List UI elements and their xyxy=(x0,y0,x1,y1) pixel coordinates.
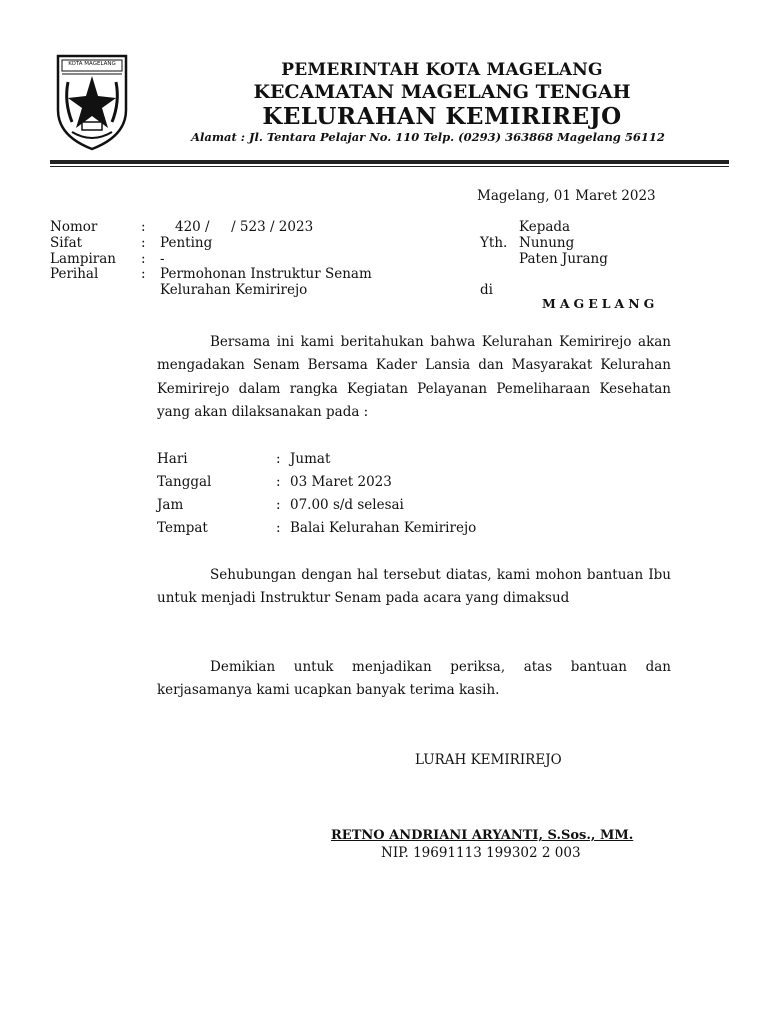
meta-colon: : xyxy=(141,251,146,267)
meta-colon: : xyxy=(141,266,146,282)
meta-value-subject-line2: Kelurahan Kemirirejo xyxy=(160,282,308,298)
addressee-yth: Yth. xyxy=(480,235,508,251)
meta-label: Nomor xyxy=(50,219,98,235)
meta-value-number: 420 / / 523 / 2023 xyxy=(175,219,314,235)
detail-label: Tanggal xyxy=(157,474,212,490)
detail-colon: : xyxy=(276,497,281,513)
meta-label: Perihal xyxy=(50,266,99,282)
meta-value-subject: Permohonan Instruktur Senam xyxy=(160,266,372,282)
addressee-name: Nunung xyxy=(519,235,575,251)
detail-value-date: 03 Maret 2023 xyxy=(290,474,392,490)
header-district: KECAMATAN MAGELANG TENGAH xyxy=(253,81,631,103)
meta-label: Lampiran xyxy=(50,251,116,267)
header-village: KELURAHAN KEMIRIREJO xyxy=(262,103,622,130)
detail-label: Jam xyxy=(157,497,184,513)
signature-nip: NIP. 19691113 199302 2 003 xyxy=(381,845,581,861)
detail-colon: : xyxy=(276,474,281,490)
body-paragraph-3: Demikian untuk menjadikan periksa, atas bantuan dan kerjasamanya kami ucapkan banyak terima kasih. xyxy=(157,659,671,699)
addressee-kepada: Kepada xyxy=(519,219,571,235)
detail-value-day: Jumat xyxy=(290,451,331,467)
signature-title: LURAH KEMIRIREJO xyxy=(415,752,562,768)
signature-name: RETNO ANDRIANI ARYANTI, S.Sos., MM. xyxy=(331,828,634,843)
header-address: Alamat : Jl. Tentara Pelajar No. 110 Telp. (0293) 363868 Magelang 56112 xyxy=(191,130,665,144)
detail-colon: : xyxy=(276,520,281,536)
detail-colon: : xyxy=(276,451,281,467)
detail-value-place: Balai Kelurahan Kemirirejo xyxy=(290,520,477,536)
addressee-city: MAGELANG xyxy=(542,296,659,311)
meta-value-attachment: - xyxy=(160,251,165,267)
header-government: PEMERINTAH KOTA MAGELANG xyxy=(281,60,603,80)
meta-value-nature: Penting xyxy=(160,235,213,251)
letterhead-rule-thin xyxy=(50,166,729,167)
body-paragraph-2: Sehubungan dengan hal tersebut diatas, kami mohon bantuan Ibu untuk menjadi Instruktur Senam pada acara yang dimaksud xyxy=(157,567,671,607)
addressee-org: Paten Jurang xyxy=(519,251,608,267)
letter-date: Magelang, 01 Maret 2023 xyxy=(477,188,656,204)
detail-label: Tempat xyxy=(157,520,208,536)
letterhead-rule-thick xyxy=(50,160,729,164)
logo-text: KOTA MAGELANG xyxy=(68,61,116,67)
detail-label: Hari xyxy=(157,451,188,467)
detail-value-time: 07.00 s/d selesai xyxy=(290,497,404,513)
meta-label: Sifat xyxy=(50,235,83,251)
meta-colon: : xyxy=(141,219,146,235)
meta-colon: : xyxy=(141,235,146,251)
body-paragraph-1: Bersama ini kami beritahukan bahwa Kelurahan Kemirirejo akan mengadakan Senam Bersama Kader Lansia dan Masyarakat Kelurahan Kemirirejo dalam rangka Kegiatan Pelayanan Pemeliharaan Kesehatan yang akan dilaksanakan pada : xyxy=(157,334,671,420)
addressee-di: di xyxy=(480,282,493,298)
